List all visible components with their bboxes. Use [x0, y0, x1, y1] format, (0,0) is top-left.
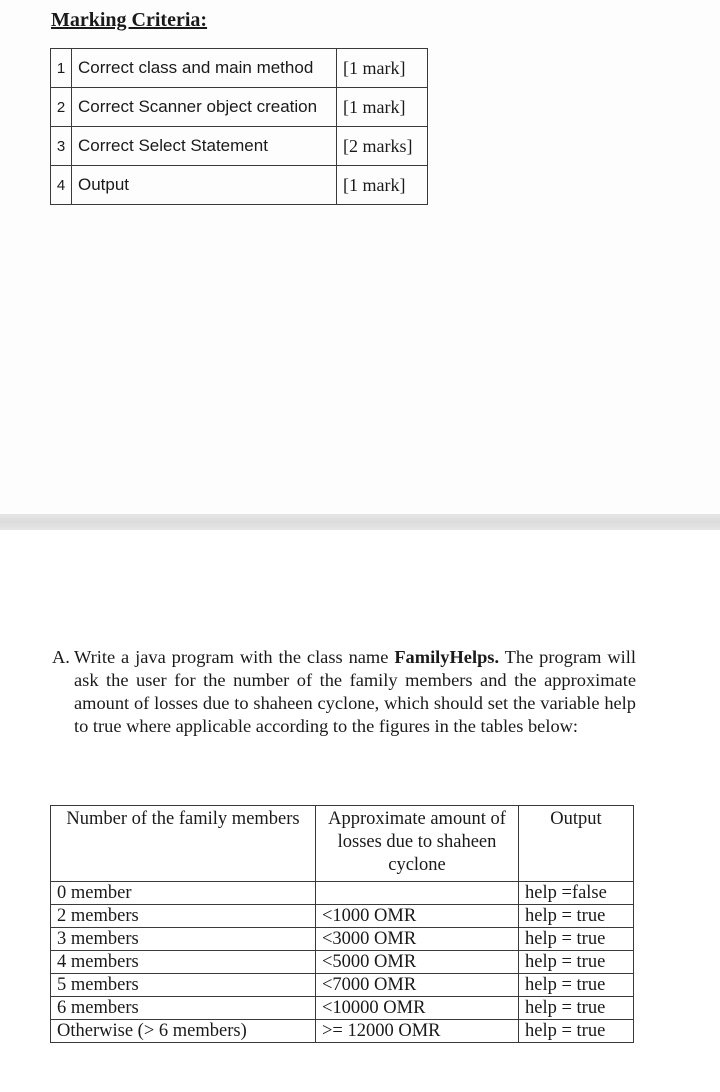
table-row [51, 49, 428, 88]
header-family-members: Number of the family members [51, 806, 316, 882]
row-number: 4 [51, 166, 72, 205]
question-label: A. [52, 647, 70, 667]
header-output: Output [519, 806, 634, 882]
row-number: 2 [51, 88, 72, 127]
marking-criteria-title: Marking Criteria: [51, 9, 208, 31]
table-header-row [51, 806, 634, 882]
table-row [51, 997, 634, 1020]
output-cell: help = true [519, 974, 634, 997]
members-cell: 2 members [51, 905, 316, 928]
family-help-table [50, 805, 634, 1043]
question-text-before: Write a java program with the class name [74, 647, 395, 667]
output-cell: help = true [519, 1020, 634, 1043]
members-cell: 4 members [51, 951, 316, 974]
marks-cell: [1 mark] [337, 166, 428, 205]
members-cell: Otherwise (> 6 members) [51, 1020, 316, 1043]
question-text [74, 646, 636, 738]
losses-cell: <5000 OMR [316, 951, 519, 974]
members-cell: 5 members [51, 974, 316, 997]
losses-cell: <1000 OMR [316, 905, 519, 928]
table-row [51, 127, 428, 166]
table-row [51, 882, 634, 905]
question-a [52, 646, 636, 738]
losses-cell: <3000 OMR [316, 928, 519, 951]
output-cell: help =false [519, 882, 634, 905]
table-row [51, 1020, 634, 1043]
table-row [51, 88, 428, 127]
page-separator [0, 514, 720, 530]
output-cell: help = true [519, 928, 634, 951]
losses-cell: <10000 OMR [316, 997, 519, 1020]
output-cell: help = true [519, 997, 634, 1020]
members-cell: 3 members [51, 928, 316, 951]
losses-cell: <7000 OMR [316, 974, 519, 997]
table-row [51, 166, 428, 205]
members-cell: 0 member [51, 882, 316, 905]
marking-criteria-table [50, 48, 428, 205]
table-row [51, 974, 634, 997]
marks-cell: [1 mark] [337, 49, 428, 88]
criterion-cell: Correct Select Statement [72, 127, 337, 166]
losses-cell [316, 882, 519, 905]
table-row [51, 951, 634, 974]
losses-cell: >= 12000 OMR [316, 1020, 519, 1043]
members-cell: 6 members [51, 997, 316, 1020]
marks-cell: [1 mark] [337, 88, 428, 127]
marks-cell: [2 marks] [337, 127, 428, 166]
output-cell: help = true [519, 951, 634, 974]
output-cell: help = true [519, 905, 634, 928]
row-number: 1 [51, 49, 72, 88]
row-number: 3 [51, 127, 72, 166]
criterion-cell: Correct class and main method [72, 49, 337, 88]
header-losses: Approximate amount of losses due to shaheen cyclone [316, 806, 519, 882]
question-text-after: The program will ask the user for the number of the family members and the approximate amount of losses due to shaheen cyclone, which should set the variable help to true where applicable according to the figures in the tables below: [74, 647, 636, 736]
criterion-cell: Output [72, 166, 337, 205]
table-row [51, 928, 634, 951]
question-class-name: FamilyHelps. [394, 647, 500, 667]
table-row [51, 905, 634, 928]
criterion-cell: Correct Scanner object creation [72, 88, 337, 127]
